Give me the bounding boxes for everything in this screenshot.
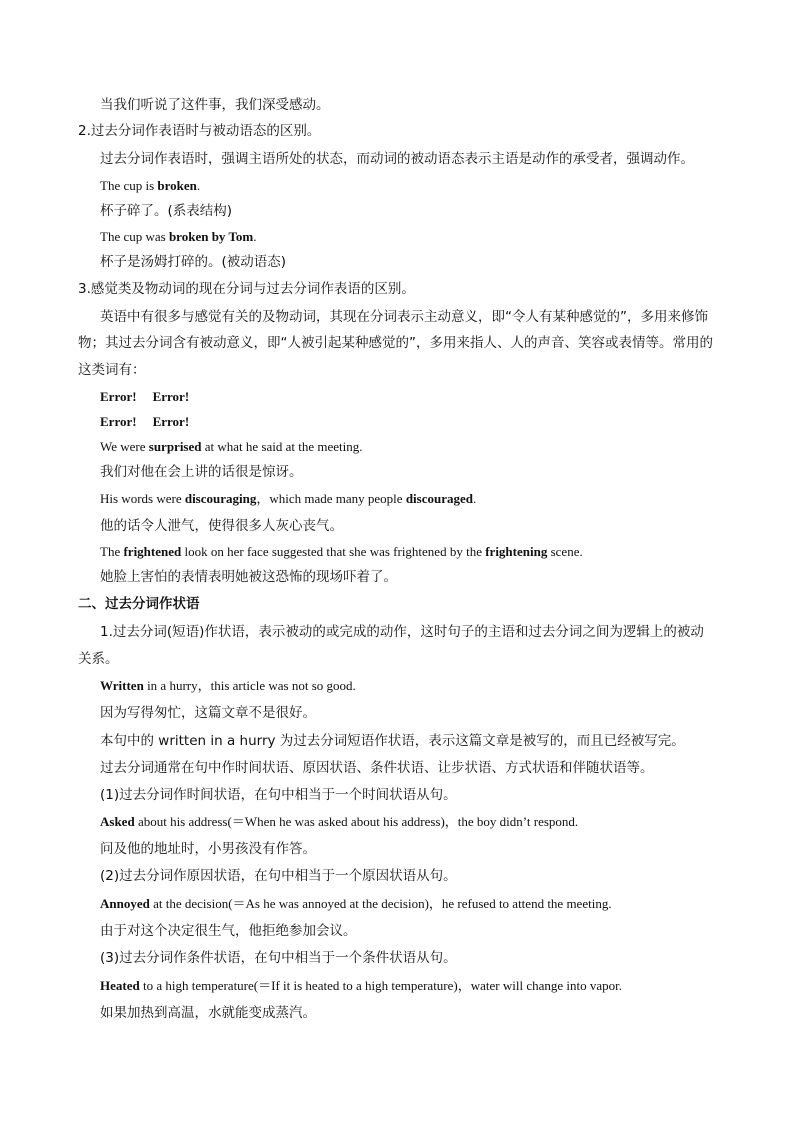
text-span: We were xyxy=(100,439,149,454)
translation-line xyxy=(100,462,303,482)
bold-term: Written xyxy=(100,678,144,693)
bold-term: broken xyxy=(157,178,197,193)
text-span: 杯子碎了。(系表结构) xyxy=(100,203,233,219)
example-sentence xyxy=(100,976,622,996)
example-sentence xyxy=(100,894,612,914)
text-span: to a high temperature(＝If it is heated to a high temperature)，water will change into vapor. xyxy=(139,978,622,993)
text-span: 过去分词作表语时，强调主语所处的状态，而动词的被动语态表示主语是动作的承受者，强调动作。 xyxy=(100,151,694,167)
translation-line xyxy=(100,839,316,859)
text-span: ，which made many people xyxy=(256,491,406,506)
text-span: 这类词有： xyxy=(78,362,146,378)
translation-line xyxy=(100,1003,316,1023)
text-span: look on her face suggested that she was frightened by the xyxy=(181,544,486,559)
bold-term: discouraging xyxy=(184,491,257,506)
paragraph-line xyxy=(78,360,146,380)
bold-term: frightened xyxy=(123,544,182,559)
paragraph-line xyxy=(100,95,330,115)
text-span: 我们对他在会上讲的话很是惊讶。 xyxy=(100,464,303,480)
text-span: at what he said at the meeting. xyxy=(201,439,363,454)
text-span: 因为写得匆忙，这篇文章不是很好。 xyxy=(100,705,316,721)
paragraph-line xyxy=(100,149,694,169)
example-sentence xyxy=(100,542,583,562)
text-span: 关系。 xyxy=(78,651,119,667)
text-span: The xyxy=(100,544,124,559)
translation-line xyxy=(100,703,316,723)
paragraph-line xyxy=(78,333,713,353)
text-span: 过去分词通常在句中作时间状语、原因状语、条件状语、让步状语、方式状语和伴随状语等。 xyxy=(100,760,654,776)
text-span: 3.感觉类及物动词的现在分词与过去分词作表语的区别。 xyxy=(78,281,415,297)
text-span: His words were xyxy=(100,491,185,506)
translation-line xyxy=(100,252,286,272)
error-field: Error! xyxy=(152,414,190,429)
text-span: 问及他的地址时，小男孩没有作答。 xyxy=(100,841,316,857)
text-span: 当我们听说了这件事，我们深受感动。 xyxy=(100,97,330,113)
text-span: 他的话令人泄气，使得很多人灰心丧气。 xyxy=(100,518,343,534)
bold-term: Heated xyxy=(100,978,140,993)
text-span: 她脸上害怕的表情表明她被这恐怖的现场吓着了。 xyxy=(100,569,397,585)
example-sentence xyxy=(100,489,476,509)
text-span: 英语中有很多与感觉有关的及物动词，其现在分词表示主动意义，即“令人有某种感觉的”，多用来修饰 xyxy=(100,309,708,325)
subsection-line xyxy=(100,948,457,968)
text-span: . xyxy=(196,178,201,193)
example-sentence xyxy=(100,812,578,832)
section-heading xyxy=(78,121,320,141)
text-span: 如果加热到高温，水就能变成蒸汽。 xyxy=(100,1005,316,1021)
translation-line xyxy=(100,567,397,587)
text-span: 二、过去分词作状语 xyxy=(78,596,200,612)
subsection-line xyxy=(100,866,457,886)
text-span: 本句中的 written in a hurry 为过去分词短语作状语，表示这篇文章是被写的，而且已经被写完。 xyxy=(100,733,685,749)
error-field: Error! xyxy=(152,389,190,404)
error-field-row xyxy=(100,387,189,407)
paragraph-line xyxy=(100,731,685,751)
paragraph-line xyxy=(78,649,119,669)
text-span: 2.过去分词作表语时与被动语态的区别。 xyxy=(78,123,321,139)
paragraph-line xyxy=(100,622,704,642)
error-field-row xyxy=(100,412,189,432)
text-span: (2)过去分词作原因状语，在句中相当于一个原因状语从句。 xyxy=(100,868,457,884)
text-span: (3)过去分词作条件状语，在句中相当于一个条件状语从句。 xyxy=(100,950,457,966)
bold-term: Annoyed xyxy=(100,896,150,911)
text-span: 杯子是汤姆打碎的。(被动语态) xyxy=(100,254,287,270)
text-span: scene. xyxy=(547,544,583,559)
translation-line xyxy=(100,201,232,221)
text-span: 1.过去分词(短语)作状语，表示被动的或完成的动作，这时句子的主语和过去分词之间为逻辑上的被动 xyxy=(100,624,704,640)
bold-term: discouraged xyxy=(405,491,473,506)
bold-term: Asked xyxy=(100,814,135,829)
text-span: in a hurry，this article was not so good. xyxy=(143,678,356,693)
example-sentence xyxy=(100,676,356,696)
paragraph-line xyxy=(100,758,654,778)
example-sentence xyxy=(100,176,200,196)
text-span: . xyxy=(473,491,477,506)
bold-term: broken by Tom xyxy=(168,229,254,244)
translation-line xyxy=(100,921,357,941)
translation-line xyxy=(100,516,343,536)
text-span: about his address(＝When he was asked about his address)，the boy didn’t respond. xyxy=(134,814,579,829)
text-span: The cup was xyxy=(100,229,169,244)
bold-term: surprised xyxy=(148,439,202,454)
paragraph-line xyxy=(100,307,708,327)
error-field: Error! xyxy=(100,414,137,429)
text-span: . xyxy=(253,229,257,244)
text-span: at the decision(＝As he was annoyed at the decision)，he refused to attend the meeting. xyxy=(149,896,612,911)
text-span: 由于对这个决定很生气，他拒绝参加会议。 xyxy=(100,923,357,939)
text-span: (1)过去分词作时间状语，在句中相当于一个时间状语从句。 xyxy=(100,787,457,803)
section-heading xyxy=(78,279,415,299)
example-sentence xyxy=(100,227,257,247)
error-field: Error! xyxy=(100,389,137,404)
example-sentence xyxy=(100,437,363,457)
bold-term: frightening xyxy=(485,544,548,559)
subsection-line xyxy=(100,785,457,805)
text-span: The cup is xyxy=(100,178,158,193)
section-title xyxy=(78,594,200,614)
text-span: 物；其过去分词含有被动意义，即“人被引起某种感觉的”，多用来指人、人的声音、笑容或表情等。常用的 xyxy=(78,335,713,351)
